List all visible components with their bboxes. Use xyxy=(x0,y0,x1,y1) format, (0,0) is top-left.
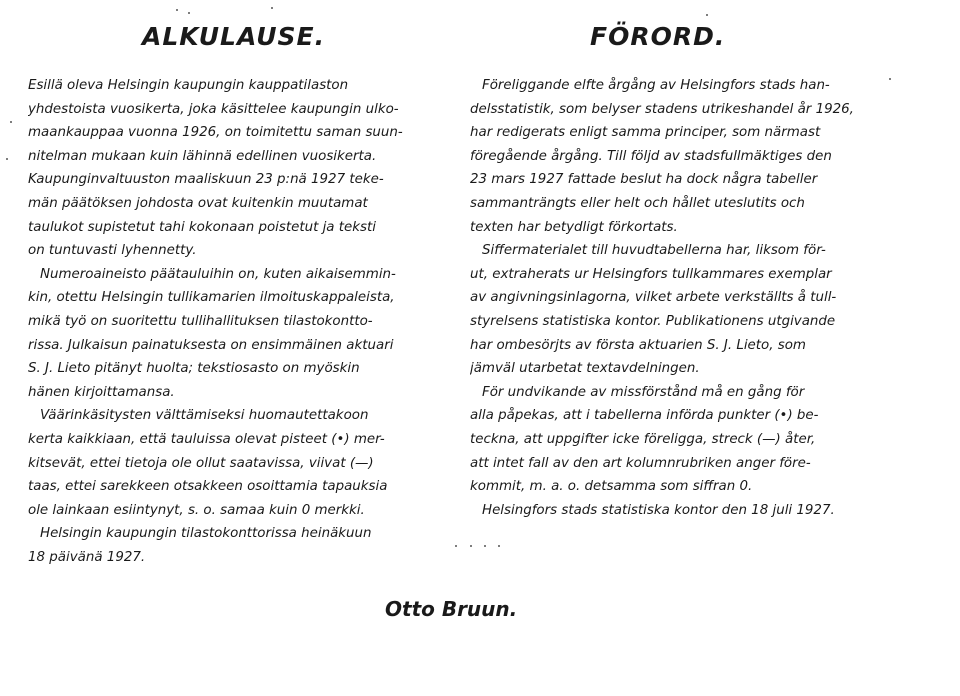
text-line: ole lainkaan esiintynyt, s. o. samaa kuin 0 merkki. xyxy=(28,502,365,518)
text-line: delsstatistik, som belyser stadens utrikeshandel år 1926, xyxy=(470,101,854,117)
text-line: Numeroaineisto päätauluihin on, kuten aikaisemmin- xyxy=(40,266,396,282)
text-line: Helsingfors stads statistiska kontor den 18 juli 1927. xyxy=(482,502,835,518)
text-line: har redigerats enligt samma principer, som närmast xyxy=(470,125,821,141)
scan-speck xyxy=(455,545,457,547)
scan-speck xyxy=(889,78,891,80)
text-line: Siffermaterialet till huvudtabellerna har, liksom för- xyxy=(482,243,826,259)
text-line: föregående årgång. Till följd av stadsfullmäktiges den xyxy=(470,148,832,164)
finnish-preface-column xyxy=(28,24,446,569)
text-line: Väärinkäsitysten välttämiseksi huomautettakoon xyxy=(40,408,369,424)
text-line: kin, otettu Helsingin tullikamarien ilmoituskappaleista, xyxy=(28,290,395,306)
text-line: jämväl utarbetat textavdelningen. xyxy=(470,361,700,377)
text-line: on tuntuvasti lyhennetty. xyxy=(28,243,197,259)
scan-speck xyxy=(176,9,178,11)
text-line: styrelsens statistiska kontor. Publikationens utgivande xyxy=(470,313,836,329)
text-line: Helsingin kaupungin tilastokonttorissa heinäkuun xyxy=(40,526,372,542)
swedish-preface-column xyxy=(470,24,870,522)
text-line: maankauppaa vuonna 1926, on toimitettu saman suun- xyxy=(28,125,403,141)
text-line: taas, ettei sarekkeen otsakkeen osoittamia tapauksia xyxy=(28,479,388,495)
text-line: ut, extraherats ur Helsingfors tullkammares exemplar xyxy=(470,266,832,282)
text-line: hänen kirjoittamansa. xyxy=(28,384,175,400)
text-line: taulukot supistetut tahi kokonaan poistetut ja teksti xyxy=(28,219,376,235)
text-line: av angivningsinlagorna, vilket arbete verkställts å tull- xyxy=(470,290,837,306)
text-line: teckna, att uppgifter icke föreligga, streck (—) åter, xyxy=(470,431,816,447)
swedish-preface-text xyxy=(470,74,870,522)
text-line: rissa. Julkaisun painatuksesta on ensimmäinen aktuari xyxy=(28,337,394,353)
text-line: kitsevät, ettei tietoja ole ollut saatavissa, viivat (—) xyxy=(28,455,374,471)
finnish-heading: ALKULAUSE. xyxy=(142,22,326,51)
scan-speck xyxy=(498,545,500,547)
text-line: kerta kaikkiaan, että tauluissa olevat pisteet (•) mer- xyxy=(28,431,385,447)
text-line: För undvikande av missförstånd må en gång för xyxy=(482,384,805,400)
text-line: alla påpekas, att i tabellerna införda punkter (•) be- xyxy=(470,408,819,424)
scan-speck xyxy=(484,545,486,547)
text-line: Esillä oleva Helsingin kaupungin kauppatilaston xyxy=(28,78,349,93)
scan-speck xyxy=(470,545,472,547)
scan-speck xyxy=(188,12,190,14)
text-line: yhdestoista vuosikerta, joka käsittelee kaupungin ulko- xyxy=(28,101,399,117)
text-line: 18 päivänä 1927. xyxy=(28,549,146,565)
signature: Otto Bruun. xyxy=(385,597,518,621)
text-line: texten har betydligt förkortats. xyxy=(470,219,678,235)
scan-speck xyxy=(706,14,708,16)
text-line: mikä työ on suoritettu tullihallituksen tilastokontto- xyxy=(28,313,373,329)
text-line: har ombesörjts av första aktuarien S. J. Lieto, som xyxy=(470,337,806,353)
scan-speck xyxy=(6,158,8,160)
swedish-heading: FÖRORD. xyxy=(590,22,726,51)
text-line: Kaupunginvaltuuston maaliskuun 23 p:nä 1927 teke- xyxy=(28,172,384,188)
text-line: nitelman mukaan kuin lähinnä edellinen vuosikerta. xyxy=(28,148,377,164)
scan-speck xyxy=(10,121,12,123)
text-line: S. J. Lieto pitänyt huolta; tekstiosasto on myöskin xyxy=(28,361,360,377)
text-line: män päätöksen johdosta ovat kuitenkin muutamat xyxy=(28,195,368,211)
finnish-preface-text xyxy=(28,74,446,569)
text-line: att intet fall av den art kolumnrubriken anger före- xyxy=(470,455,811,471)
text-line: kommit, m. a. o. detsamma som siffran 0. xyxy=(470,479,753,495)
text-line: Föreliggande elfte årgång av Helsingfors stads han- xyxy=(482,78,830,93)
text-line: sammanträngts eller helt och hållet uteslutits och xyxy=(470,195,805,211)
scan-speck xyxy=(271,7,273,9)
text-line: 23 mars 1927 fattade beslut ha dock några tabeller xyxy=(470,172,818,188)
